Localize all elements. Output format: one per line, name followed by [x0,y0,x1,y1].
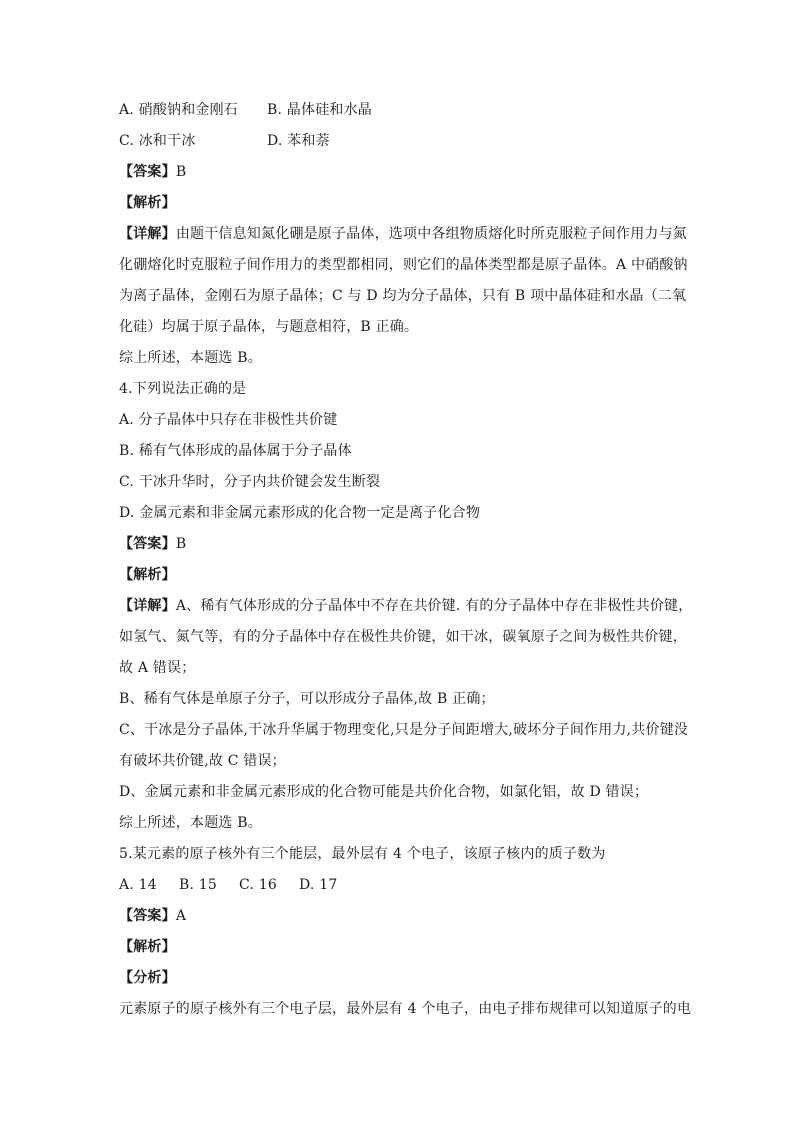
q5-option-d: D. 17 [299,877,338,893]
q3-answer [119,157,679,188]
q4-detail-line-7: D、金属元素和非金属元素形成的化合物可能是共价化合物，如氯化铝，故 D 错误； [119,784,649,800]
q3-summary: 综上所述，本题选 B。 [119,350,262,366]
q3-detail-line-3: 为离子晶体，金刚石为原子晶体；C 与 D 均为分子晶体，只有 B 项中晶体硅和水晶（二氧 [119,288,687,304]
q5-explain-line: 元素原子的原子核外有三个电子层，最外层有 4 个电子，由电子排布规律可以知道原子的电 [119,1001,692,1017]
q4-detail-text-1: A、稀有气体形成的分子晶体中不存在共价键. 有的分子晶体中存在非极性共价键， [175,598,693,614]
q3-answer-value: B [175,164,187,180]
q4-option-c: C. 干冰升华时，分子内共价键会发生断裂 [119,474,381,490]
q4-detail-line-5: C、干冰是分子晶体,干冰升华属于物理变化,只是分子间距增大,破坏分子间作用力,共价键没 [119,722,689,738]
q4-option-d: D. 金属元素和非金属元素形成的化合物一定是离子化合物 [119,505,481,521]
q5-analysis-label: 【解析】 [119,939,176,955]
q5-stem: 5.某元素的原子核外有三个能层，最外层有 4 个电子，该原子核内的质子数为 [119,846,606,862]
q5-explain-label: 【分析】 [119,970,176,986]
q5-option-a: A. 14 [119,877,157,893]
q4-answer-label: 【答案】 [119,536,176,552]
q3-detail-text-1: 由题干信息知氮化硼是原子晶体，选项中各组物质熔化时所克服粒子间作用力与氮 [175,226,688,242]
q4-answer [119,529,679,560]
q4-detail-line-3: 故 A 错误； [119,660,196,676]
q3-option-b: B. 晶体硅和水晶 [267,102,372,118]
q3-detail-line-4: 化硅）均属于原子晶体，与题意相符，B 正确。 [119,319,419,335]
q5-option-c: C. 16 [239,877,277,893]
q4-detail-line-4: B、稀有气体是单原子分子，可以形成分子晶体,故 B 正确； [119,691,495,707]
q3-detail-line-1 [119,219,688,250]
document-page [119,95,693,1025]
q4-detail-line-2: 如氢气、氮气等，有的分子晶体中存在极性共价键，如干冰，碳氧原子之间为极性共价键， [119,629,687,645]
q4-answer-value: B [175,536,187,552]
q4-detail-line-1 [119,591,693,622]
q3-detail-label: 【详解】 [119,226,176,242]
q4-option-a: A. 分子晶体中只存在非极性共价键 [119,412,338,428]
q5-options-row [119,870,679,901]
q4-detail-label: 【详解】 [119,598,176,614]
q4-detail-line-6: 有破坏共价键,故 C 错误； [119,753,286,769]
q5-answer-value: A [175,908,187,924]
q5-answer [119,901,679,932]
q5-option-b: B. 15 [179,877,218,893]
q3-option-c: C. 冰和干冰 [119,133,196,149]
q3-options-row-2 [119,126,679,157]
q3-options-row-1 [119,95,679,126]
q4-summary: 综上所述，本题选 B。 [119,815,262,831]
q3-option-d: D. 苯和萘 [267,133,330,149]
q5-answer-label: 【答案】 [119,908,176,924]
q3-answer-label: 【答案】 [119,164,176,180]
q3-detail-line-2: 化硼熔化时克服粒子间作用力的类型都相同，则它们的晶体类型都是原子晶体。A 中硝酸钠 [119,257,688,273]
q3-option-a: A. 硝酸钠和金刚石 [119,102,239,118]
q3-analysis-label: 【解析】 [119,195,176,211]
q4-analysis-label: 【解析】 [119,567,176,583]
q4-stem: 4.下列说法正确的是 [119,381,247,397]
q4-option-b: B. 稀有气体形成的晶体属于分子晶体 [119,443,352,459]
